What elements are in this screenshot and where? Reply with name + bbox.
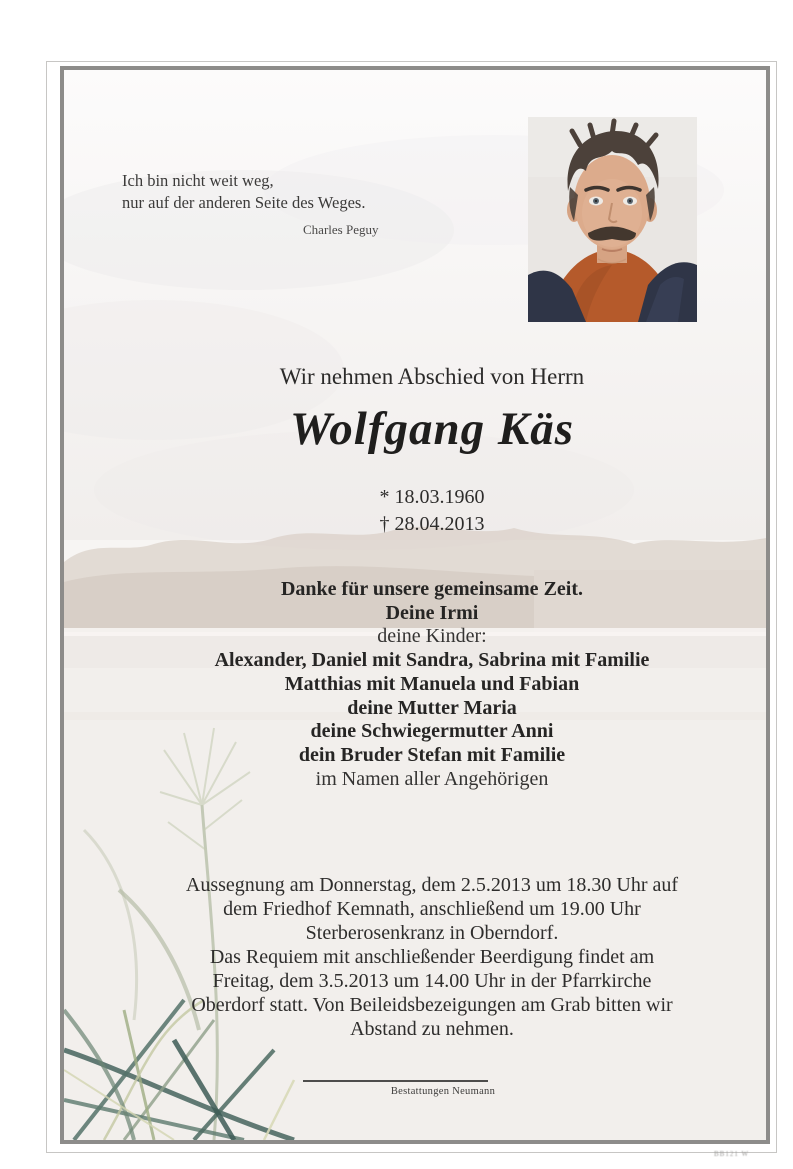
- family-line: deine Schwiegermutter Anni: [310, 720, 554, 743]
- schedule-line: Freitag, dem 3.5.2013 um 14.00 Uhr in der Pfarrkirche: [212, 970, 652, 992]
- portrait-photo: [528, 117, 697, 322]
- family-line: Matthias mit Manuela und Fabian: [284, 672, 580, 695]
- death-date: † 28.04.2013: [379, 513, 485, 535]
- schedule-line: Oberdorf statt. Von Beileidsbezeigungen am Grab bitten wir: [191, 994, 673, 1016]
- farewell-intro: Wir nehmen Abschied von Herrn: [279, 364, 585, 389]
- schedule-line: Aussegnung am Donnerstag, dem 2.5.2013 um 18.30 Uhr auf: [185, 874, 679, 896]
- footer-divider: [303, 1080, 488, 1082]
- schedule-line: Das Requiem mit anschließender Beerdigung findet am: [209, 946, 655, 968]
- family-line: deine Kinder:: [377, 625, 487, 648]
- funeral-home-name: Bestattungen Neumann: [390, 1086, 496, 1097]
- quote-line-1: Ich bin nicht weit weg,: [122, 171, 274, 190]
- family-line: deine Mutter Maria: [347, 696, 517, 719]
- schedule-line: dem Friedhof Kemnath, anschließend um 19.00 Uhr: [223, 898, 641, 920]
- quote-line-2: nur auf der anderen Seite des Weges.: [122, 193, 366, 212]
- family-line: Danke für unsere gemeinsame Zeit.: [280, 578, 583, 600]
- family-dedication: [72, 578, 792, 791]
- schedule-line: Sterberosenkranz in Oberndorf.: [305, 922, 559, 944]
- family-line: Alexander, Daniel mit Sandra, Sabrina mit Familie: [214, 649, 650, 672]
- schedule-line: Abstand zu nehmen.: [350, 1018, 514, 1040]
- birth-date: * 18.03.1960: [379, 486, 485, 508]
- family-line: dein Bruder Stefan mit Familie: [298, 743, 566, 766]
- service-schedule: [72, 873, 792, 1041]
- family-line: im Namen aller Angehörigen: [315, 767, 549, 790]
- deceased-name: Wolfgang Käs: [289, 403, 575, 455]
- memorial-quote: [122, 170, 365, 214]
- quote-attribution: Charles Peguy: [303, 222, 379, 237]
- corner-mark: BB121 W: [714, 1150, 750, 1158]
- family-line: Deine Irmi: [385, 601, 479, 624]
